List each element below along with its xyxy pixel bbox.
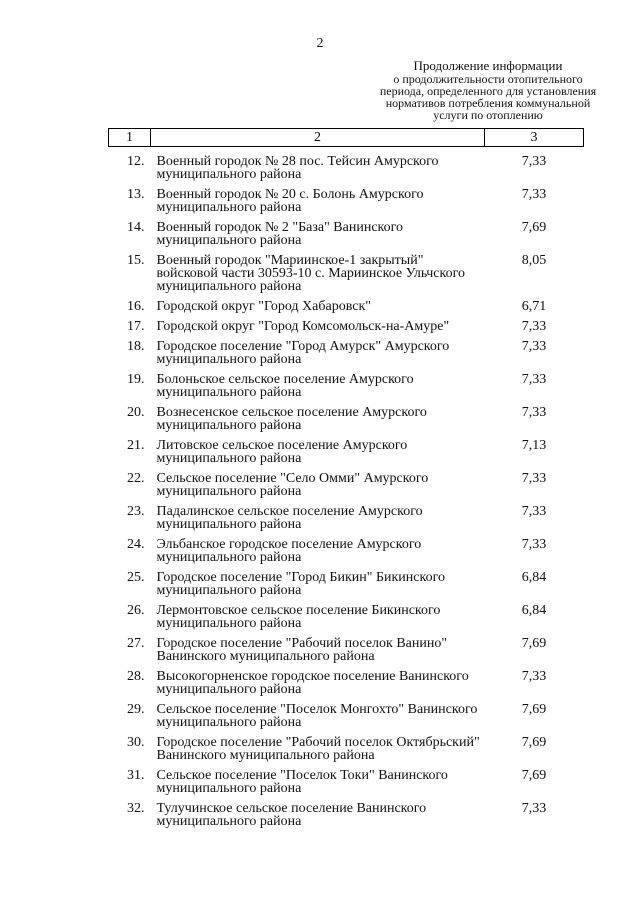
row-value: 7,69 <box>521 636 547 651</box>
row-name: Военный городок № 2 "База" Ванинского муниципального района <box>156 220 404 248</box>
row-name: Военный городок № 28 пос. Тейсин Амурского муниципального района <box>156 154 439 182</box>
row-value: 7,33 <box>521 339 547 354</box>
table-row <box>109 406 584 439</box>
table-row <box>109 373 584 406</box>
row-name: Вознесенское сельское поселение Амурского муниципального района <box>156 405 427 433</box>
row-number: 27. <box>127 636 145 651</box>
row-number: 23. <box>127 504 145 519</box>
row-name: Военный городок "Мариинское-1 закрытый" войсковой части 30593-10 с. Мариинское Ульчского муниципального района <box>156 253 465 294</box>
row-value: 6,71 <box>521 299 547 314</box>
row-number: 25. <box>127 570 145 585</box>
table-row <box>109 439 584 472</box>
row-value: 7,33 <box>521 372 547 387</box>
row-name: Сельское поселение "Поселок Монгохто" Ванинского муниципального района <box>156 702 478 730</box>
row-number: 31. <box>127 768 145 783</box>
row-number: 16. <box>127 299 145 314</box>
row-value: 7,33 <box>521 405 547 420</box>
row-value: 7,69 <box>521 702 547 717</box>
column-header-name: 2 <box>151 129 485 147</box>
table-row <box>109 188 584 221</box>
row-number: 32. <box>127 801 145 816</box>
table-row <box>109 472 584 505</box>
row-name: Лермонтовское сельское поселение Бикинского муниципального района <box>156 603 441 631</box>
page-number: 2 <box>316 36 324 51</box>
row-value: 7,33 <box>521 471 547 486</box>
table-row <box>109 147 584 189</box>
row-number: 29. <box>127 702 145 717</box>
row-number: 26. <box>127 603 145 618</box>
table-row <box>109 340 584 373</box>
row-name: Городской округ "Город Хабаровск" <box>156 299 371 314</box>
column-header-number: 1 <box>109 129 151 147</box>
table-row <box>109 736 584 769</box>
table-row <box>109 320 584 340</box>
row-value: 6,84 <box>521 570 547 585</box>
row-value: 7,33 <box>521 319 547 334</box>
row-name: Городское поселение "Рабочий поселок Октябрьский" Ванинского муниципального района <box>156 735 480 763</box>
row-number: 12. <box>127 154 145 169</box>
row-number: 22. <box>127 471 145 486</box>
row-name: Городское поселение "Город Бикин" Бикинского муниципального района <box>156 570 445 598</box>
row-value: 7,69 <box>521 735 547 750</box>
continuation-line-3: периода, определенного для установления <box>379 84 597 98</box>
row-name: Высокогорненское городское поселение Ванинского муниципального района <box>156 669 469 697</box>
row-name: Военный городок № 20 с. Болонь Амурского муниципального района <box>156 187 424 215</box>
column-header-value: 3 <box>485 129 584 147</box>
row-number: 21. <box>127 438 145 453</box>
table-row <box>109 769 584 802</box>
row-number: 15. <box>127 253 145 268</box>
continuation-line-2: о продолжительности отопительного <box>393 72 583 86</box>
row-number: 18. <box>127 339 145 354</box>
table-body <box>109 147 584 836</box>
continuation-line-4: нормативов потребления коммунальной <box>385 96 591 110</box>
row-name: Городской округ "Город Комсомольск-на-Амуре" <box>156 319 450 334</box>
row-value: 7,33 <box>521 669 547 684</box>
row-name: Эльбанское городское поселение Амурского муниципального района <box>156 537 422 565</box>
row-name: Тулучинское сельское поселение Ванинского муниципального района <box>156 801 427 829</box>
table-row <box>109 637 584 670</box>
row-name: Городское поселение "Рабочий поселок Ванино" Ванинского муниципального района <box>156 636 448 664</box>
row-value: 7,33 <box>521 187 547 202</box>
row-value: 6,84 <box>521 603 547 618</box>
row-name: Сельское поселение "Поселок Токи" Ванинского муниципального района <box>156 768 448 796</box>
table-row <box>109 505 584 538</box>
table-row <box>109 300 584 320</box>
row-number: 17. <box>127 319 145 334</box>
row-value: 7,69 <box>521 220 547 235</box>
continuation-line-1: Продолжение информации <box>413 58 563 73</box>
table-row <box>109 670 584 703</box>
row-number: 24. <box>127 537 145 552</box>
table-row <box>109 604 584 637</box>
row-value: 7,33 <box>521 504 547 519</box>
row-value: 7,69 <box>521 768 547 783</box>
row-number: 14. <box>127 220 145 235</box>
table-header-row <box>109 129 584 147</box>
row-number: 19. <box>127 372 145 387</box>
continuation-header <box>360 60 616 121</box>
row-number: 20. <box>127 405 145 420</box>
row-number: 30. <box>127 735 145 750</box>
heating-period-table <box>108 128 584 835</box>
row-name: Болоньское сельское поселение Амурского муниципального района <box>156 372 414 400</box>
row-value: 7,13 <box>521 438 547 453</box>
row-name: Городское поселение "Город Амурск" Амурского муниципального района <box>156 339 450 367</box>
row-number: 13. <box>127 187 145 202</box>
row-value: 7,33 <box>521 154 547 169</box>
row-value: 7,33 <box>521 537 547 552</box>
table-row <box>109 802 584 835</box>
table-row <box>109 703 584 736</box>
row-name: Сельское поселение "Село Омми" Амурского муниципального района <box>156 471 429 499</box>
continuation-line-5: услуги по отоплению <box>433 108 543 122</box>
row-name: Падалинское сельское поселение Амурского муниципального района <box>156 504 423 532</box>
table-row <box>109 538 584 571</box>
table-row <box>109 254 584 300</box>
row-value: 7,33 <box>521 801 547 816</box>
table-row <box>109 221 584 254</box>
row-number: 28. <box>127 669 145 684</box>
row-value: 8,05 <box>521 253 547 268</box>
row-name: Литовское сельское поселение Амурского муниципального района <box>156 438 408 466</box>
table-row <box>109 571 584 604</box>
